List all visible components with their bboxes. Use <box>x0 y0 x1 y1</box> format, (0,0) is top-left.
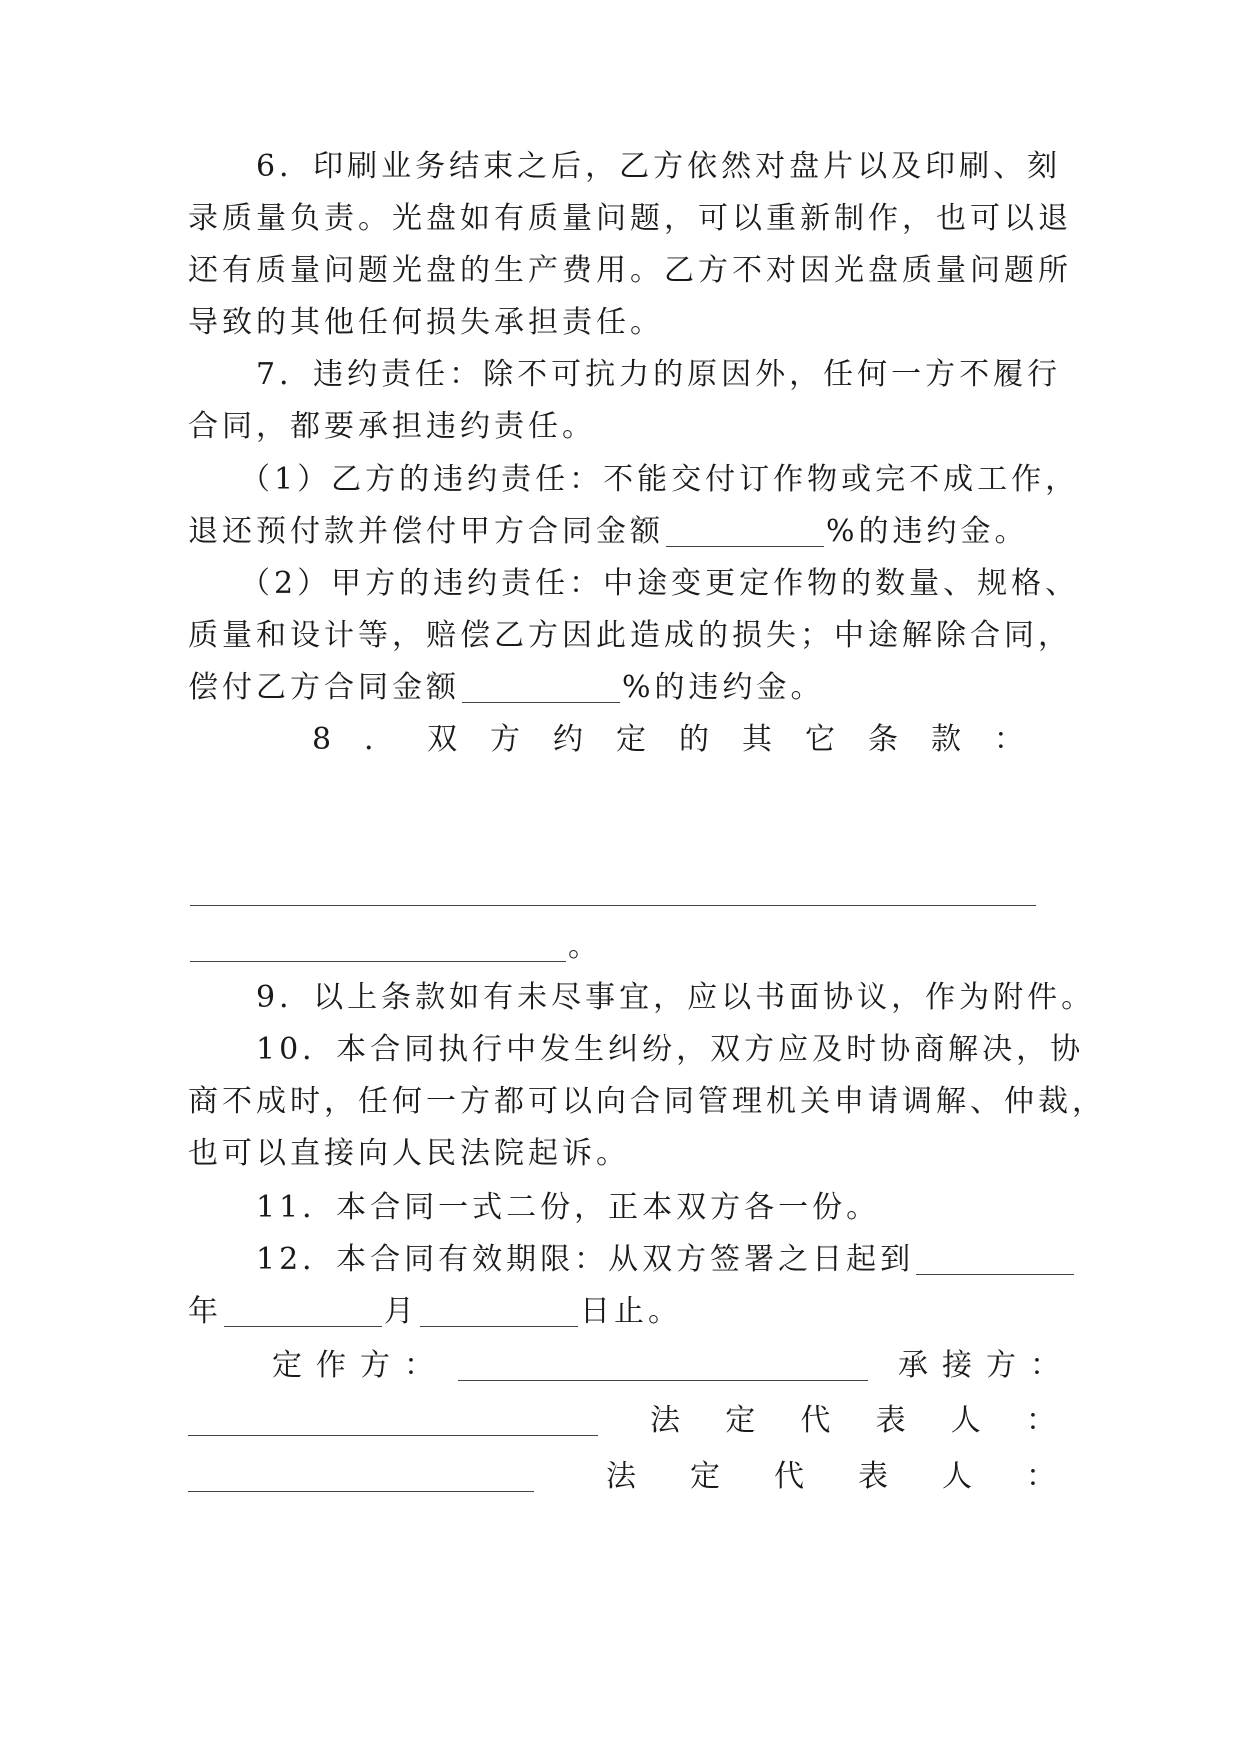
clause-8-char: 其 <box>741 722 772 757</box>
legal-rep-char: 表 <box>875 1403 906 1438</box>
clause-12-text: 12．本合同有效期限：从双方签署之日起到 <box>256 1242 915 1277</box>
clause-8-char: ． <box>364 722 395 757</box>
clause-6-line-1: 6．印刷业务结束之后，乙方依然对盘片以及印刷、刻 <box>256 149 1062 184</box>
clause-10-line-2: 商不成时，任何一方都可以向合同管理机关申请调解、仲裁， <box>188 1084 1106 1119</box>
signature-line-3 <box>188 1448 1056 1506</box>
clause-8-char: 约 <box>553 722 584 757</box>
other-terms-blank-2[interactable] <box>190 927 566 962</box>
clause-12-line-1 <box>188 1231 1056 1289</box>
clause-6-line-2: 录质量负责。光盘如有质量问题，可以重新制作，也可以退 <box>188 201 1072 236</box>
clause-10-line-3: 也可以直接向人民法院起诉。 <box>188 1136 630 1171</box>
ordering-legal-rep-blank[interactable] <box>188 1457 534 1492</box>
clause-8-char: 8 <box>312 722 332 757</box>
signature-line-1 <box>272 1337 1074 1395</box>
clause-8-heading <box>312 711 1024 769</box>
clause-8-char: 款 <box>930 722 961 757</box>
legal-rep-char: 表 <box>858 1459 888 1494</box>
clause-7-2-text: 偿付乙方合同金额 <box>188 670 460 705</box>
year-label: 年 <box>188 1294 222 1329</box>
other-terms-blank-1[interactable] <box>190 871 1036 906</box>
legal-rep-char: 代 <box>800 1403 831 1438</box>
legal-rep-char: 定 <box>690 1459 720 1494</box>
clause-7-2-line-3 <box>188 659 1056 717</box>
legal-rep-label-1 <box>650 1392 1056 1450</box>
contractor-blank[interactable] <box>188 1401 598 1436</box>
month-label: 月 <box>384 1294 418 1329</box>
clause-7-line-1: 7．违约责任：除不可抗力的原因外，任何一方不履行 <box>256 357 1062 392</box>
legal-rep-char: 法 <box>650 1403 680 1438</box>
legal-rep-char: 代 <box>774 1459 804 1494</box>
ordering-party-blank[interactable] <box>458 1346 868 1381</box>
clause-8-char: 的 <box>679 722 709 757</box>
clause-8-char: 方 <box>490 722 521 757</box>
signature-line-2 <box>188 1392 1056 1450</box>
clause-10-line-1: 10．本合同执行中发生纠纷，双方应及时协商解决，协 <box>256 1032 1085 1067</box>
clause-8-line-3 <box>188 918 1056 976</box>
ordering-party-label: 定作方： <box>272 1348 448 1383</box>
clause-8-line-2 <box>188 862 1056 920</box>
clause-11-line: 11．本合同一式二份，正本双方各一份。 <box>256 1190 881 1225</box>
legal-rep-char: ： <box>1026 1459 1056 1494</box>
clause-7-1-suffix: %的违约金。 <box>826 514 1029 549</box>
legal-rep-char: 人 <box>950 1403 981 1438</box>
clause-8-char: 它 <box>804 722 835 757</box>
clause-8-char: ： <box>993 722 1024 757</box>
end-month-blank[interactable] <box>224 1292 382 1327</box>
end-year-blank[interactable] <box>916 1240 1074 1275</box>
clause-9-line: 9．以上条款如有未尽事宜，应以书面协议，作为附件。 <box>256 980 1096 1015</box>
clause-7-2-line-2: 质量和设计等，赔偿乙方因此造成的损失；中途解除合同， <box>188 618 1072 653</box>
clause-7-2-line-1: （2）甲方的违约责任：中途变更定作物的数量、规格、 <box>240 566 1080 601</box>
contractor-label: 承接方： <box>898 1348 1074 1383</box>
clause-12-line-2 <box>188 1283 1056 1341</box>
clause-8-char: 双 <box>427 722 458 757</box>
end-day-blank[interactable] <box>420 1292 578 1327</box>
clause-7-line-2: 合同，都要承担违约责任。 <box>188 409 596 444</box>
clause-8-char: 定 <box>616 722 647 757</box>
clause-8-char: 条 <box>867 722 898 757</box>
clause-7-2-suffix: %的违约金。 <box>622 670 825 705</box>
clause-8-period: 。 <box>568 929 602 964</box>
clause-6-line-4: 导致的其他任何损失承担责任。 <box>188 305 664 340</box>
legal-rep-label-2 <box>606 1448 1056 1506</box>
legal-rep-char: 法 <box>606 1459 636 1494</box>
legal-rep-char: 定 <box>725 1403 756 1438</box>
clause-7-1-text: 退还预付款并偿付甲方合同金额 <box>188 514 664 549</box>
day-label: 日止。 <box>580 1294 682 1329</box>
clause-6-line-3: 还有质量问题光盘的生产费用。乙方不对因光盘质量问题所 <box>188 253 1072 288</box>
penalty-percent-blank-contractor[interactable] <box>666 512 824 547</box>
penalty-percent-blank-ordering[interactable] <box>462 668 620 703</box>
clause-7-1-line-2 <box>188 503 1056 561</box>
clause-7-1-line-1: （1）乙方的违约责任：不能交付订作物或完不成工作， <box>240 462 1080 497</box>
legal-rep-char: ： <box>1025 1403 1056 1438</box>
legal-rep-char: 人 <box>942 1459 972 1494</box>
